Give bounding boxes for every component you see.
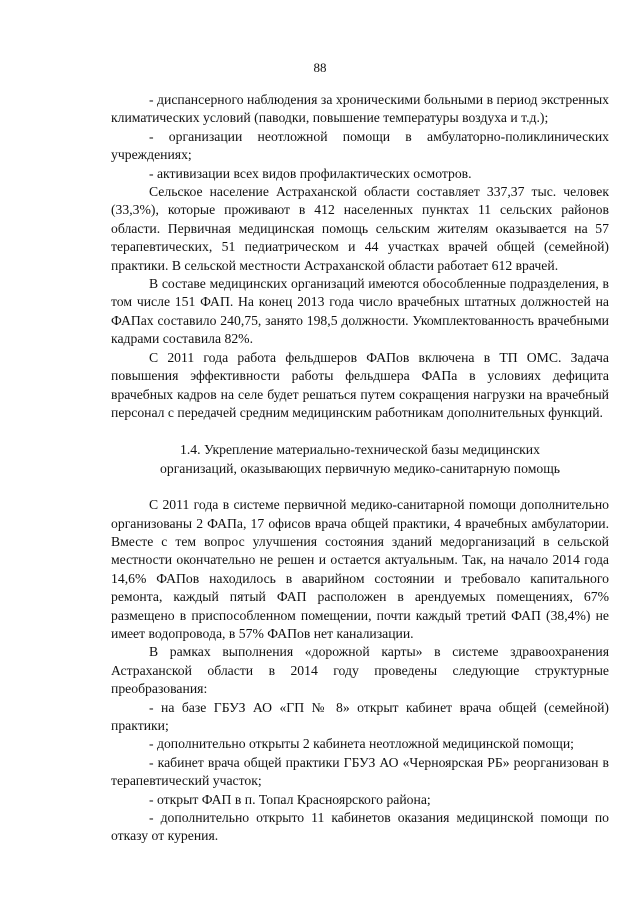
- list-item: - кабинет врача общей практики ГБУЗ АО «Черноярская РБ» реорганизован в терапевтический участок;: [111, 754, 609, 789]
- list-item: - открыт ФАП в п. Топал Красноярского района;: [149, 791, 431, 807]
- list-item: - на базе ГБУЗ АО «ГП № 8» открыт кабинет врача общей (семейной) практики;: [111, 699, 609, 733]
- section-heading: [111, 441, 609, 478]
- list-item: - организации неотложной помощи в амбулаторно-поликлинических учреждениях;: [111, 128, 609, 163]
- list-item: - активизации всех видов профилактических осмотров.: [149, 165, 472, 181]
- page-number: 88: [313, 60, 327, 75]
- paragraph: В рамках выполнения «дорожной карты» в системе здравоохранения Астраханской области в 2014 году проведены следующие структурные преобразования:: [111, 644, 609, 697]
- paragraph: В составе медицинских организаций имеются обособленные подразделения, в том числе 151 ФАП. На конец 2013 года число врачебных штатных должностей на ФАПах составило 240,75, занято 198,5 должности. Укомплектованность врачебными кадрами составила 82%.: [111, 276, 609, 347]
- section-heading-line: организаций, оказывающих первичную медико-санитарную помощь: [160, 460, 560, 476]
- section-heading-line: 1.4. Укрепление материально-технической базы медицинских: [180, 442, 540, 458]
- list-item: - дополнительно открыты 2 кабинета неотложной медицинской помощи;: [149, 736, 574, 752]
- paragraph: С 2011 года в системе первичной медико-санитарной помощи дополнительно организованы 2 ФАПа, 17 офисов врача общей практики, 4 врачебных амбулатории. Вместе с тем вопрос улучшения состояния зданий медорганизаций в сельской местности окончательно не решен и остается актуальным. Так, на начало 2014 года 14,6% ФАПов находилось в аварийном состоянии и требовало капитального ремонта, каждый пятый ФАП расположен в арендуемых помещениях, 67% размещено в приспособленном помещении, почти каждый третий ФАП (38,4%) не имеет водопровода, в 57% ФАПов нет канализации.: [111, 497, 609, 641]
- list-item: - диспансерного наблюдения за хроническими больными в период экстренных климатических условий (паводки, повышение температуры воздуха и т.д.);: [111, 92, 609, 126]
- page-content: [111, 91, 609, 846]
- paragraph: Сельское население Астраханской области составляет 337,37 тыс. человек (33,3%), которые проживают в 412 населенных пунктах 11 сельских районов области. Первичная медицинская помощь сельским жителям оказывается на 57 терапевтических, 51 педиатрическом и 44 участках врачей общей (семейной) практики. В сельской местности Астраханской области работает 612 врачей.: [111, 184, 609, 273]
- list-item: - дополнительно открыто 11 кабинетов оказания медицинской помощи по отказу от курения.: [111, 810, 609, 844]
- paragraph: С 2011 года работа фельдшеров ФАПов включена в ТП ОМС. Задача повышения эффективности работы фельдшера ФАПа в условиях дефицита врачебных кадров на селе будет решаться путем сокращения нагрузки на врачебный персонал с передачей средним медицинским работникам дополнительных функций.: [111, 349, 609, 420]
